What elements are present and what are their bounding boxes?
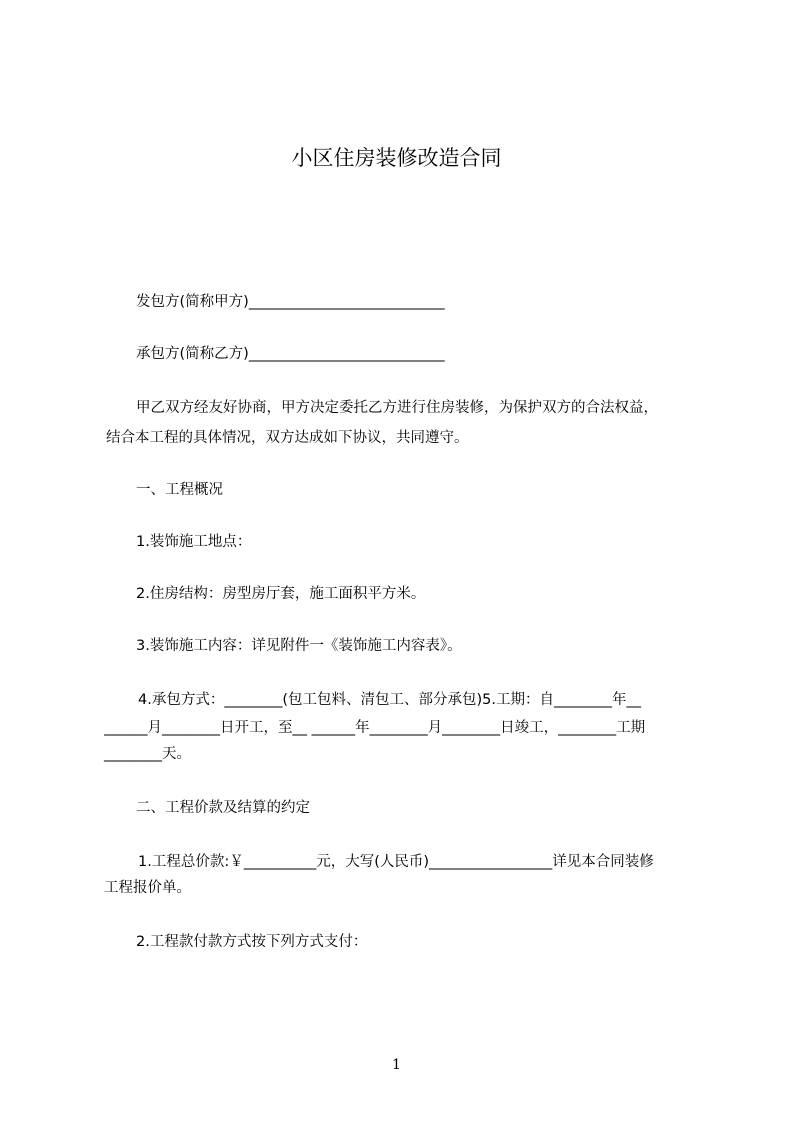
item-total-price-line-2: 工程报价单。: [104, 880, 191, 896]
section-2-heading: 二、工程价款及结算的约定: [136, 800, 310, 816]
intro-paragraph-line-1: 甲乙双方经友好协商，甲方决定委托乙方进行住房装修，为保护双方的合法权益，: [136, 400, 658, 416]
section-1-heading: 一、工程概况: [136, 482, 223, 498]
page-number: 1: [392, 1057, 401, 1073]
party-b-line: 承包方(简称乙方)___________________________: [136, 346, 445, 362]
item-housing-structure: 2.住房结构：房型房厅套，施工面积平方米。: [136, 586, 426, 602]
item-contract-method-line-3: ________天。: [104, 746, 191, 762]
party-a-line: 发包方(简称甲方)___________________________: [136, 294, 445, 310]
item-payment-method: 2.工程款付款方式按下列方式支付：: [136, 934, 368, 950]
item-contract-method-line-1: 4.承包方式：________(包工包料、清包工、部分承包)5.工期：自________年__: [138, 692, 641, 708]
item-construction-location: 1.装饰施工地点：: [136, 534, 252, 550]
item-contract-method-line-2: ______月________日开工，至__ ______年________月________日竣工，________工期: [104, 720, 646, 736]
item-construction-content: 3.装饰施工内容：详见附件一《装饰施工内容表》。: [136, 638, 462, 654]
item-total-price-line-1: 1.工程总价款:￥__________元，大写(人民币)_________________详见本合同装修: [138, 854, 654, 870]
intro-paragraph-line-2: 结合本工程的具体情况，双方达成如下协议，共同遵守。: [106, 430, 469, 446]
page-title: 小区住房装修改造合同: [291, 146, 502, 170]
